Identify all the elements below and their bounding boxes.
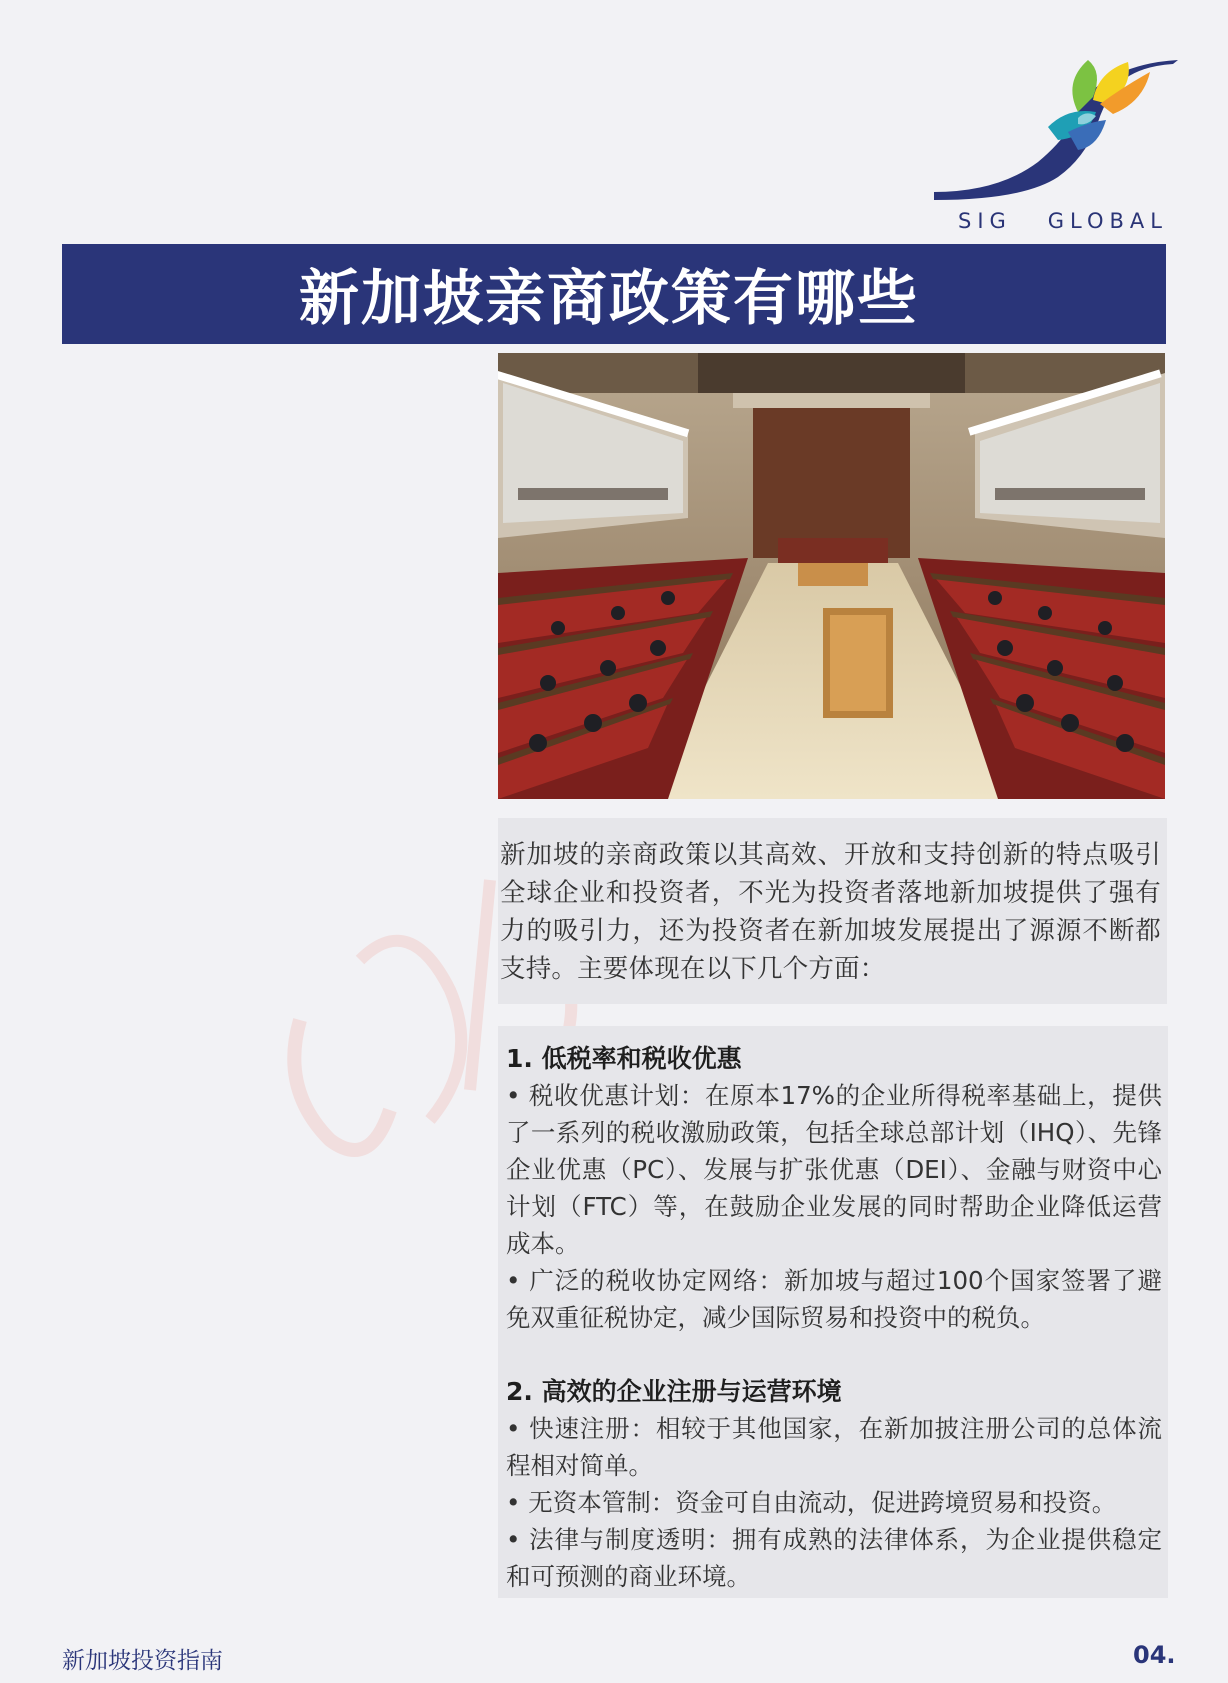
footer-page-number: 04. <box>1133 1641 1176 1669</box>
parliament-photo <box>498 353 1165 799</box>
section-bullet: • 快速注册：相较于其他国家，在新加披注册公司的总体流程相对简单。 <box>506 1414 1162 1480</box>
sig-logo-icon <box>928 52 1178 202</box>
brand-name-global: GLOBAL <box>1047 209 1168 233</box>
section-bullet: • 广泛的税收协定网络：新加坡与超过100个国家签署了避免双重征税协定，减少国际贸易和投资中的税负。 <box>506 1266 1162 1332</box>
intro-section <box>498 818 1167 1004</box>
parliament-chamber-icon <box>498 353 1165 799</box>
brand-logo <box>928 52 1178 232</box>
page-title-bar <box>62 244 1166 344</box>
footer-doc-title: 新加坡投资指南 <box>62 1648 223 1674</box>
section-spacer <box>506 1336 1162 1373</box>
section-bullet: • 税收优惠计划：在原本17%的企业所得税率基础上，提供了一系列的税收激励政策，包括全球总部计划（IHQ）、先锋企业优惠（PC）、发展与扩张优惠（DEI）、金融与财资中心计划（FTC）等，在鼓励企业发展的同时帮助企业降低运营成本。 <box>506 1081 1162 1258</box>
section-heading: 2. 高效的企业注册与运营环境 <box>506 1377 842 1406</box>
section-heading: 1. 低税率和税收优惠 <box>506 1044 742 1073</box>
intro-paragraph: 新加坡的亲商政策以其高效、开放和支持创新的特点吸引全球企业和投资者，不光为投资者落地新加坡提供了强有力的吸引力，还为投资者在新加坡发展提出了源源不断都支持。主要体现在以下几个方面： <box>500 840 1161 984</box>
brand-name-sig: SIG <box>958 209 1012 233</box>
policy-details <box>498 1026 1168 1598</box>
page-title: 新加坡亲商政策有哪些 <box>299 264 919 334</box>
section-bullet: • 无资本管制：资金可自由流动，促进跨境贸易和投资。 <box>506 1488 1117 1517</box>
section-bullet: • 法律与制度透明：拥有成熟的法律体系，为企业提供稳定和可预测的商业环境。 <box>506 1525 1162 1591</box>
